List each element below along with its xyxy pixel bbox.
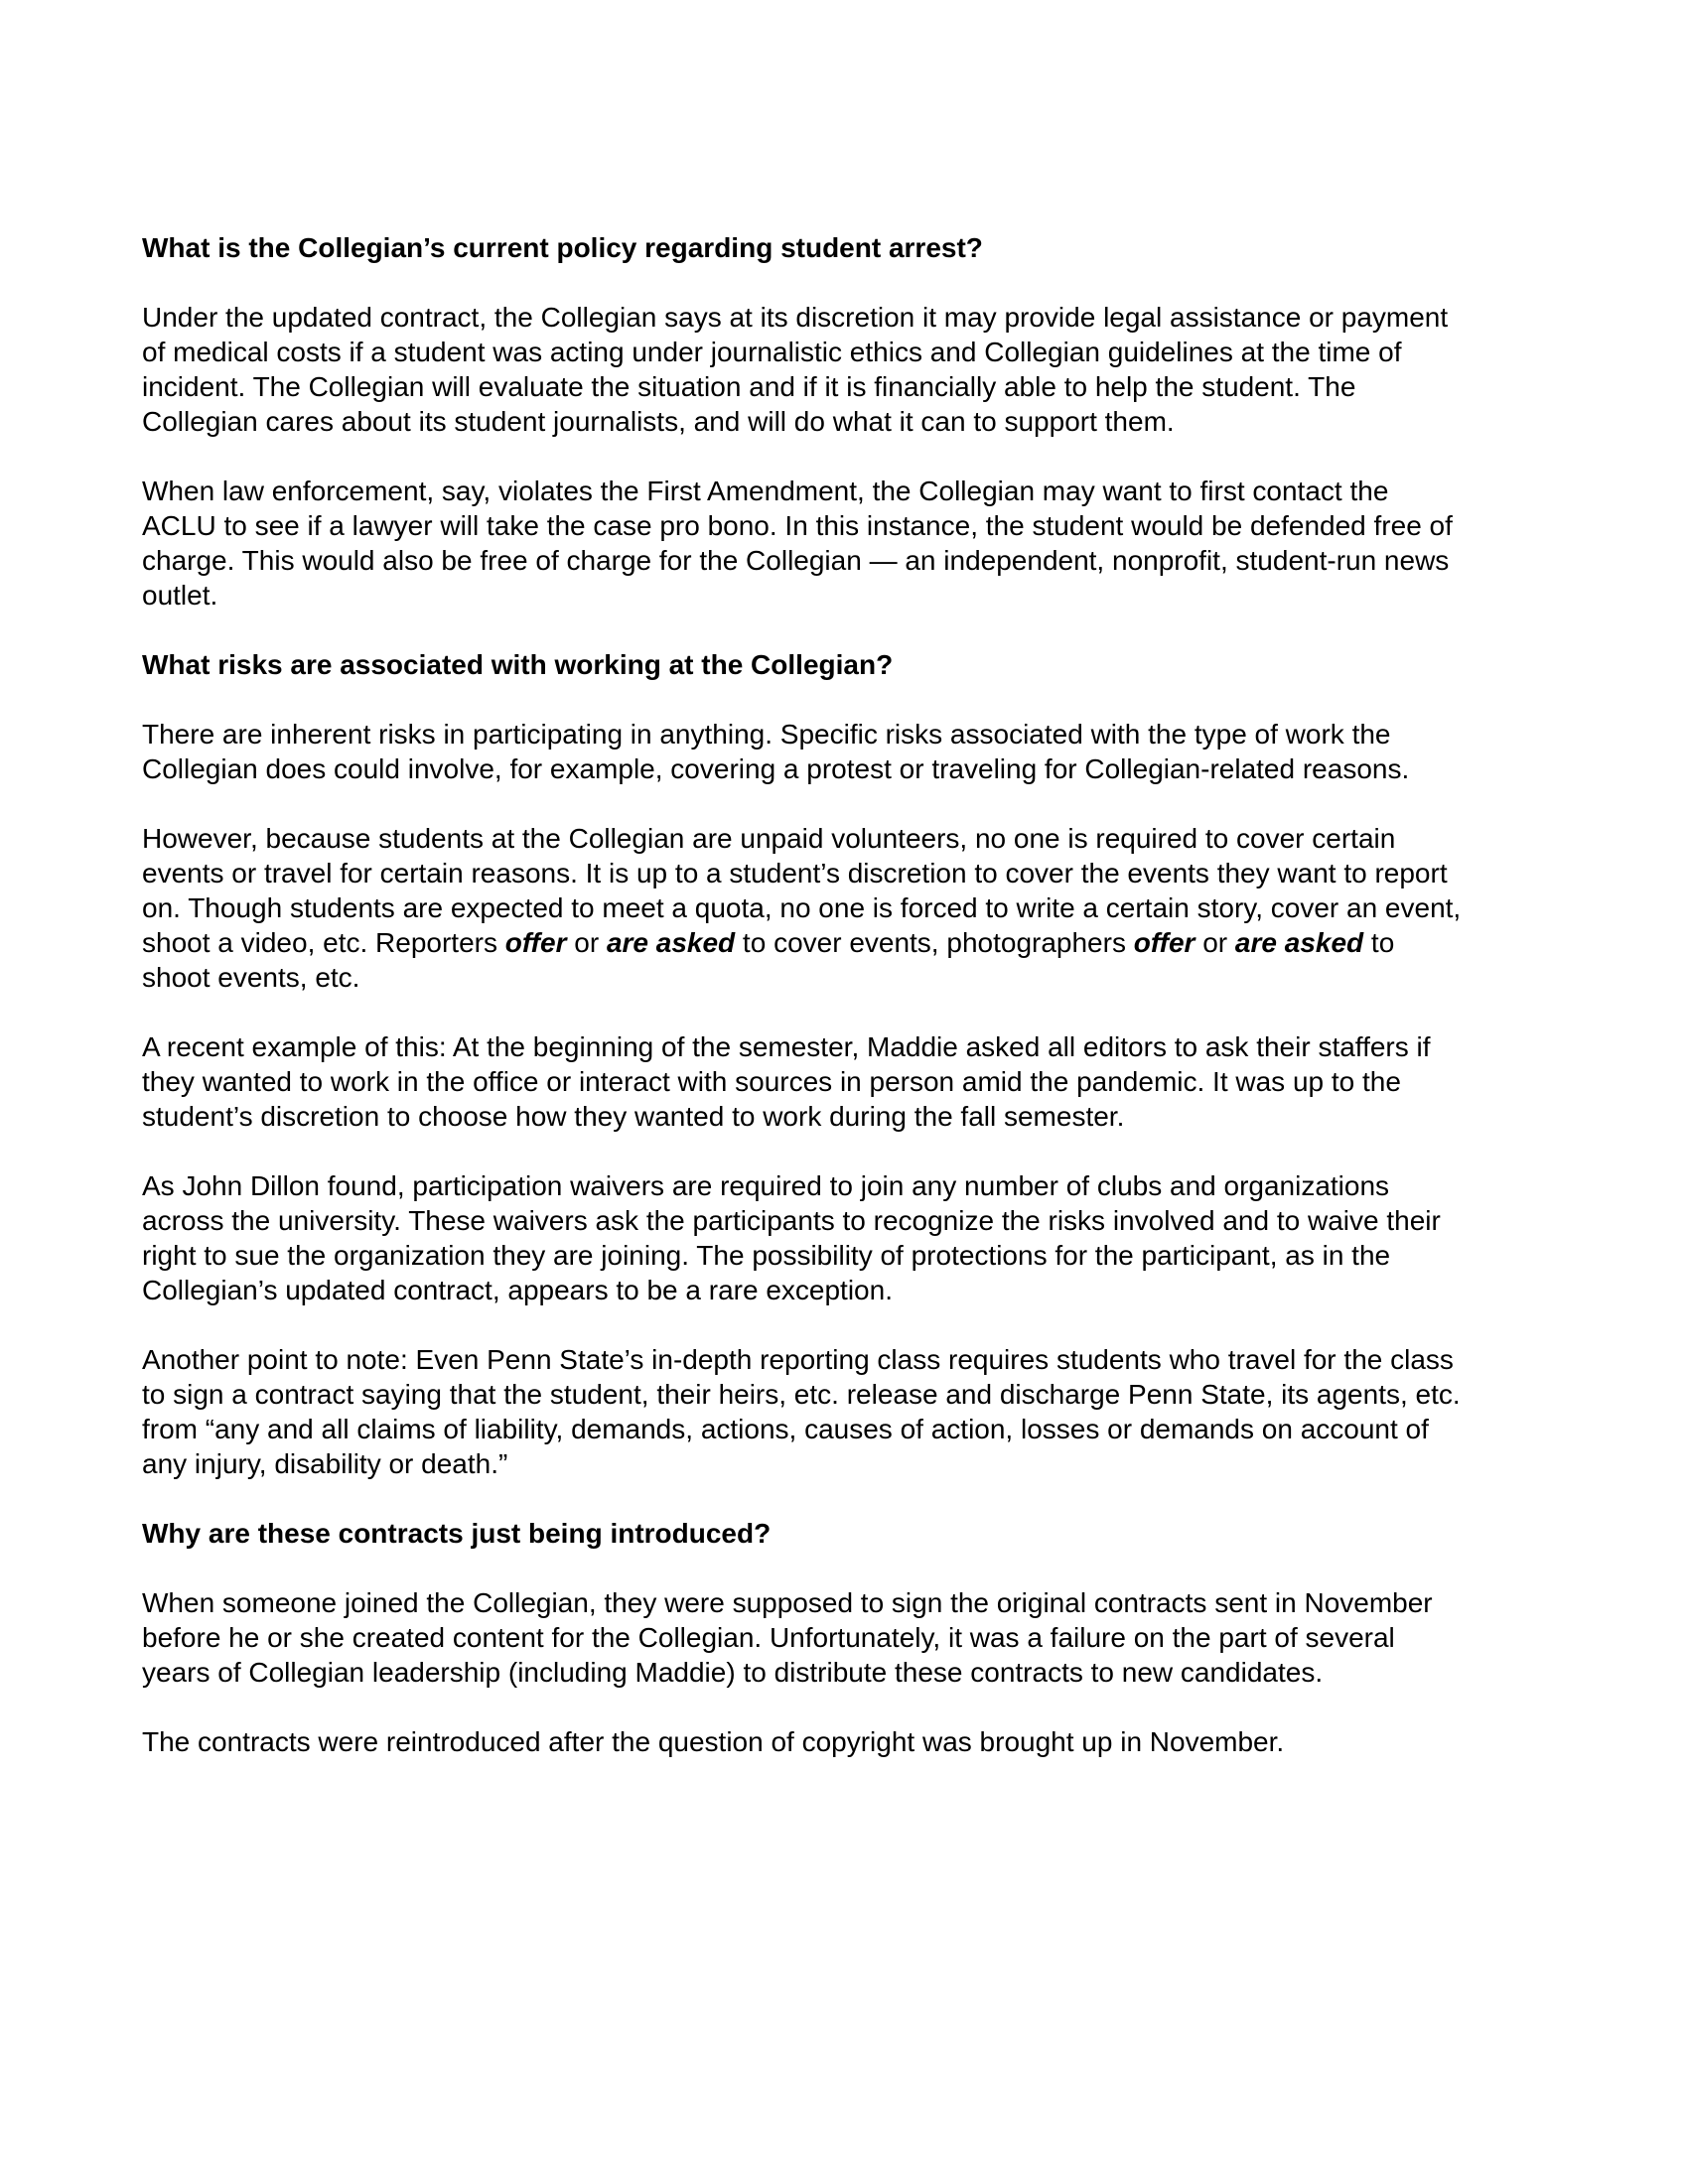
paragraph-updated-contract: Under the updated contract, the Collegian says at its discretion it may provide legal assistance or payment of medical costs if a student was acting under journalistic ethics and Collegian guidelines at the time of incident. The Collegian will evaluate the situation and if it is financially able to help the student. The Collegian cares about its student journalists, and will do what it can to support them. [142, 302, 1449, 437]
section-heading-student-arrest-policy: What is the Collegian’s current policy regarding student arrest? [142, 232, 983, 263]
paragraph-inherent-risks: There are inherent risks in participating in anything. Specific risks associated with the type of work the Collegian does could involve, for example, covering a protest or traveling for Collegian-related reasons. [142, 719, 1410, 784]
paragraph-original-contracts: When someone joined the Collegian, they were supposed to sign the original contracts sent in November before he or she created content for the Collegian. Unfortunately, it was a failure on the part of several years of Collegian leadership (including Maddie) to distribute these contracts to new candidates. [142, 1587, 1433, 1688]
document-body [142, 230, 1469, 1759]
paragraph-participation-waivers: As John Dillon found, participation waivers are required to join any number of clubs and organizations across the university. These waivers ask the participants to recognize the risks involved and to waive their right to sue the organization they are joining. The possibility of protections for the participant, as in the Collegian’s updated contract, appears to be a rare exception. [142, 1170, 1441, 1305]
paragraph-unpaid-volunteers: However, because students at the Collegian are unpaid volunteers, no one is required to cover certain events or travel for certain reasons. It is up to a student’s discretion to cover the events they want to report on. Though students are expected to meet a quota, no one is forced to write a certain story, cover an event, shoot a video, etc. Reporters offer or are asked to cover events, photographers offer or are asked to shoot events, etc. [142, 823, 1462, 993]
section-heading-contracts-introduced: Why are these contracts just being introduced? [142, 1518, 772, 1549]
paragraph-law-enforcement: When law enforcement, say, violates the First Amendment, the Collegian may want to first contact the ACLU to see if a lawyer will take the case pro bono. In this instance, the student would be defended free of charge. This would also be free of charge for the Collegian — an independent, nonprofit, student-run news outlet. [142, 476, 1453, 611]
section-heading-risks: What risks are associated with working at the Collegian? [142, 649, 894, 680]
paragraph-contracts-reintroduced: The contracts were reintroduced after the question of copyright was brought up in November. [142, 1726, 1285, 1757]
paragraph-penn-state-class: Another point to note: Even Penn State’s in-depth reporting class requires students who travel for the class to sign a contract saying that the student, their heirs, etc. release and discharge Penn State, its agents, etc. from “any and all claims of liability, demands, actions, causes of action, losses or demands on account of any injury, disability or death.” [142, 1344, 1461, 1479]
paragraph-recent-example: A recent example of this: At the beginning of the semester, Maddie asked all editors to ask their staffers if they wanted to work in the office or interact with sources in person amid the pandemic. It was up to the student’s discretion to choose how they wanted to work during the fall semester. [142, 1031, 1431, 1132]
